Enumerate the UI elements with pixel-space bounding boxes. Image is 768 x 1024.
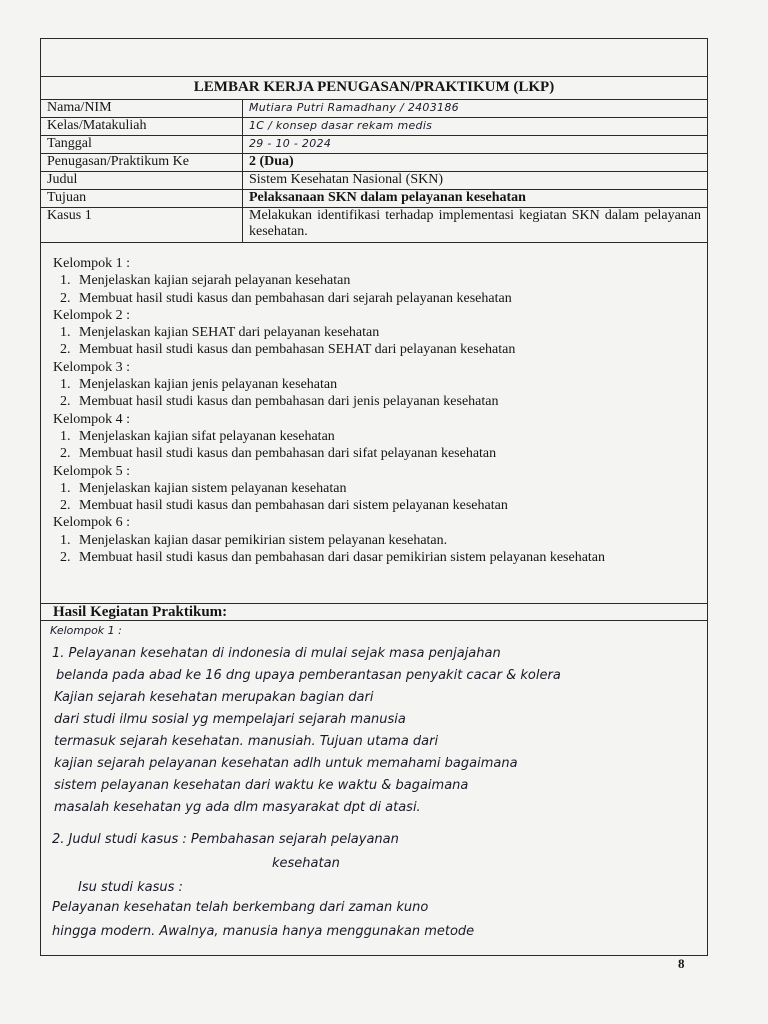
list-item: 2. Membuat hasil studi kasus dan pembahasan SEHAT dari pelayanan kesehatan — [60, 342, 516, 358]
list-item: 1. Menjelaskan kajian sifat pelayanan kesehatan — [60, 428, 335, 444]
info-value-handwritten: 1C / konsep dasar rekam medis — [243, 118, 708, 136]
handwritten-line: Kelompok 1 : — [50, 624, 122, 637]
handwritten-line: 1. Pelayanan kesehatan di indonesia di mulai sejak masa penjajahan — [52, 646, 501, 661]
page-title: LEMBAR KERJA PENUGASAN/PRAKTIKUM (LKP) — [193, 79, 555, 95]
info-label: Judul — [41, 172, 243, 190]
list-item: 2. Membuat hasil studi kasus dan pembahasan dari dasar pemikirian sistem pelayanan kesehatan — [60, 550, 606, 566]
list-item: 1. Menjelaskan kajian jenis pelayanan kesehatan — [60, 377, 338, 393]
list-item: 1. Menjelaskan kajian sejarah pelayanan kesehatan — [60, 273, 351, 289]
handwritten-line: hingga modern. Awalnya, manusia hanya menggunakan metode — [52, 924, 475, 939]
group-heading: Kelompok 4 : — [53, 411, 130, 427]
info-label: Kasus 1 — [41, 208, 243, 243]
list-item: 2. Membuat hasil studi kasus dan pembahasan dari sejarah pelayanan kesehatan — [60, 290, 512, 306]
list-item: 2. Membuat hasil studi kasus dan pembahasan dari jenis pelayanan kesehatan — [60, 394, 499, 410]
handwritten-line: Pelayanan kesehatan telah berkembang dari zaman kuno — [52, 900, 429, 915]
group-heading: Kelompok 3 : — [53, 359, 130, 375]
list-item: 1. Menjelaskan kajian sistem pelayanan kesehatan — [60, 480, 347, 496]
info-label: Kelas/Matakuliah — [41, 118, 243, 136]
info-row-tujuan — [41, 190, 708, 208]
handwritten-line: sistem pelayanan kesehatan dari waktu ke waktu & bagaimana — [54, 778, 469, 793]
handwritten-line: masalah kesehatan yg ada dlm masyarakat dpt di atasi. — [54, 800, 421, 815]
top-divider — [40, 76, 708, 77]
info-row-kasus — [41, 208, 708, 243]
page-number: 8 — [678, 956, 685, 971]
list-item: 2. Membuat hasil studi kasus dan pembahasan dari sistem pelayanan kesehatan — [60, 498, 508, 514]
list-item: 1. Menjelaskan kajian dasar pemikirian sistem pelayanan kesehatan. — [60, 532, 448, 548]
hasil-heading: Hasil Kegiatan Praktikum: — [40, 603, 708, 621]
info-label: Penugasan/Praktikum Ke — [41, 154, 243, 172]
group-heading: Kelompok 1 : — [53, 256, 130, 271]
handwritten-line: 2. Judul studi kasus : Pembahasan sejarah pelayanan — [52, 832, 399, 847]
list-item: 1. Menjelaskan kajian SEHAT dari pelayanan kesehatan — [60, 325, 380, 341]
info-value: Sistem Kesehatan Nasional (SKN) — [243, 172, 708, 190]
info-row-judul — [41, 172, 708, 190]
info-label: Tujuan — [41, 190, 243, 208]
handwritten-line: kajian sejarah pelayanan kesehatan adlh untuk memahami bagaimana — [54, 756, 518, 771]
info-row-tanggal — [41, 136, 708, 154]
info-value: Pelaksanaan SKN dalam pelayanan kesehatan — [243, 190, 708, 208]
info-row-nama — [41, 100, 708, 118]
group-heading: Kelompok 6 : — [53, 515, 130, 531]
info-value: Melakukan identifikasi terhadap implementasi kegiatan SKN dalam pelayanan kesehatan. — [243, 208, 708, 243]
info-value: 2 (Dua) — [243, 154, 708, 172]
handwritten-line: dari studi ilmu sosial yg mempelajari sejarah manusia — [54, 712, 406, 727]
task-groups — [40, 253, 708, 603]
handwritten-line: Isu studi kasus : — [78, 880, 183, 895]
info-table — [40, 99, 708, 243]
info-value-handwritten: Mutiara Putri Ramadhany / 2403186 — [243, 100, 708, 118]
info-label: Nama/NIM — [41, 100, 243, 118]
handwritten-line: kesehatan — [272, 856, 340, 871]
info-row-kelas — [41, 118, 708, 136]
group-heading: Kelompok 2 : — [53, 307, 130, 323]
handwritten-line: Kajian sejarah kesehatan merupakan bagian dari — [54, 690, 374, 705]
handwritten-line: belanda pada abad ke 16 dng upaya pemberantasan penyakit cacar & kolera — [56, 668, 561, 683]
group-heading: Kelompok 5 : — [53, 463, 130, 479]
info-row-penugasan — [41, 154, 708, 172]
info-value-handwritten: 29 - 10 - 2024 — [243, 136, 708, 154]
handwritten-line: termasuk sejarah kesehatan. manusiah. Tujuan utama dari — [54, 734, 439, 749]
info-label: Tanggal — [41, 136, 243, 154]
list-item: 2. Membuat hasil studi kasus dan pembahasan dari sifat pelayanan kesehatan — [60, 446, 497, 462]
